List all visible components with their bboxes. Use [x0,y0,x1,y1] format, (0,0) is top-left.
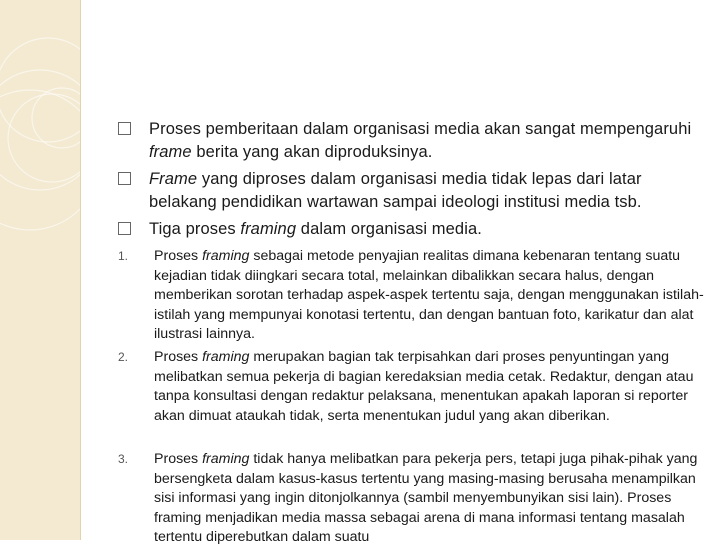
item-number: 1. [118,249,129,263]
bullet-text: Proses pemberitaan dalam organisasi media akan sangat mempengaruhi frame berita yang akan diproduksinya. [149,120,692,161]
bullet-text: Tiga proses framing dalam organisasi media. [149,220,482,238]
bullet-square-icon [118,122,131,135]
numbered-item-text: Proses framing merupakan bagian tak terpisahkan dari proses penyuntingan yang melibatkan semua pekerja di bagian keredaksian media cetak. Redaktur, dengan atau tanpa konsultasi dengan redaktur pelaksana, menentukan apakah laporan si reporter akan dimuat ataukah tidak, serta menentukan judul yang akan diberikan. [154,349,694,424]
item-number: 3. [118,452,129,466]
numbered-item-text: Proses framing tidak hanya melibatkan para pekerja pers, tetapi juga pihak-pihak yang bersengketa dalam kasus-kasus tertentu yang masing-masing berusaha menampilkan sisi informasi yang ingin ditonjolkannya (sambil menyembunyikan sisi lain). Proses framing menjadikan media massa sebagai arena di mana informasi tentang masalah tertentu diperebutkan dalam suatu [154,451,698,546]
bullet-text: Frame yang diproses dalam organisasi media tidak lepas dari latar belakang pendidikan wartawan sampai ideologi institusi media tsb. [149,170,642,211]
bullet-square-icon [118,172,131,185]
item-number: 2. [118,350,129,364]
bullet-square-icon [118,222,131,235]
numbered-item-text: Proses framing sebagai metode penyajian realitas dimana kebenaran tentang suatu kejadian tidak diingkari secara total, melainkan dibalikkan secara halus, dengan memberikan sorotan terhadap aspek-aspek tertentu saja, dengan menggunakan istilah-istilah yang mempunyai konotasi tertentu, dan dengan bantuan foto, karikatur dan alat ilustrasi lainnya. [154,248,704,343]
